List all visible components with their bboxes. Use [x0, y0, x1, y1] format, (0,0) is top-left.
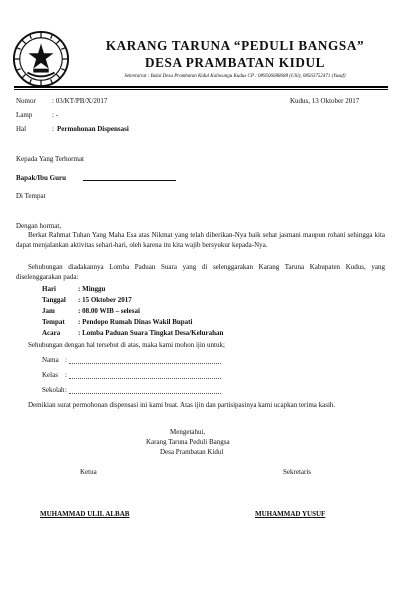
nomor-value: : 03/KT/PB/X/2017	[52, 97, 108, 105]
closing-org-line2: Desa Prambatan Kidul	[160, 448, 224, 456]
paragraph-1-text: Berkat Rahmat Tuhan Yang Maha Esa atas Nikmat yang telah diberikan-Nya baik sehat jasmani maupun rohani sehingga kita dapat menjalankan aktivitas sehari-hari, oleh karena itu kita wajib bersyukur kepada-Nya.	[16, 231, 385, 249]
paragraph-4-text: Demikian surat permohonan dispensasi ini kami buat. Atas ijin dan partisipasinya kami ucapkan terima kasih.	[28, 401, 336, 409]
left-signatory-name: MUHAMMAD ULIL ALBAB	[40, 510, 130, 518]
lamp-value: : -	[52, 111, 59, 119]
right-signatory-name: MUHAMMAD YUSUF	[255, 510, 326, 518]
secretariat-address: Sekretariat : Balai Desa Prambatan Kidul Kaliwungu Kudus CP : 089506688688 (Ulil), 08563752471 (Yusuf)	[124, 74, 346, 79]
paragraph-4	[16, 401, 385, 411]
right-signatory-role: Sekretaris	[283, 468, 311, 476]
event-value: : 15 Oktober 2017	[78, 296, 132, 304]
recipient-line2: Bapak/Ibu Guru	[16, 174, 66, 182]
field-colon: :	[65, 356, 67, 364]
left-signatory-role: Ketua	[80, 468, 97, 476]
field-blank-nama	[69, 363, 221, 364]
field-blank-sekolah	[69, 393, 221, 394]
event-value: : Lomba Paduan Suara Tingkat Desa/Kelurahan	[78, 329, 224, 337]
paragraph-1	[16, 231, 385, 250]
event-label: Acara	[42, 329, 61, 337]
event-label: Hari	[42, 285, 56, 293]
header-rule-thin	[14, 89, 388, 90]
nomor-label: Nomor	[16, 97, 36, 105]
event-value: : 08.00 WIB – selesai	[78, 307, 140, 315]
field-colon: :	[65, 386, 67, 394]
recipient-line1: Kepada Yang Terhormat	[16, 155, 85, 163]
event-value: : Pendopo Rumah Dinas Wakil Bupati	[78, 318, 193, 326]
paragraph-2	[16, 263, 385, 282]
hal-label: Hal	[16, 125, 27, 133]
acknowledge: Mengetahui,	[170, 428, 206, 436]
paragraph-3: Sehubungan dengan hal tersebut di atas, maka kami mohon ijin untuk;	[28, 341, 225, 349]
closing-org-line1: Karang Taruna Peduli Bangsa	[146, 438, 230, 446]
recipient-name-blank	[83, 180, 176, 181]
karang-taruna-emblem-icon	[12, 30, 70, 88]
village-name: DESA PRAMBATAN KIDUL	[144, 55, 326, 70]
org-name: KARANG TARUNA “PEDULI BANGSA”	[105, 38, 365, 53]
greeting: Dengan hormat,	[16, 222, 62, 230]
event-value: : Minggu	[78, 285, 106, 293]
field-colon: :	[65, 371, 67, 379]
event-label: Jam	[42, 307, 55, 315]
paragraph-2-text: Sehubungan diadakannya Lomba Paduan Suara yang di selenggarakan Karang Taruna Kabupaten Kudus, yang diselenggarakan pada:	[16, 263, 385, 281]
field-label-nama: Nama	[42, 356, 59, 364]
hal-colon: :	[52, 125, 54, 133]
place-date: Kudus, 13 Oktober 2017	[290, 97, 360, 105]
hal-value: Permohonan Dispensasi	[57, 125, 129, 133]
recipient-line3: Di Tempat	[16, 192, 46, 200]
event-label: Tanggal	[42, 296, 66, 304]
field-label-kelas: Kelas	[42, 371, 58, 379]
field-label-sekolah: Sekolah	[42, 386, 65, 394]
lamp-label: Lamp	[16, 111, 33, 119]
field-blank-kelas	[69, 378, 221, 379]
header-rule-thick	[14, 86, 388, 88]
event-label: Tempat	[42, 318, 65, 326]
